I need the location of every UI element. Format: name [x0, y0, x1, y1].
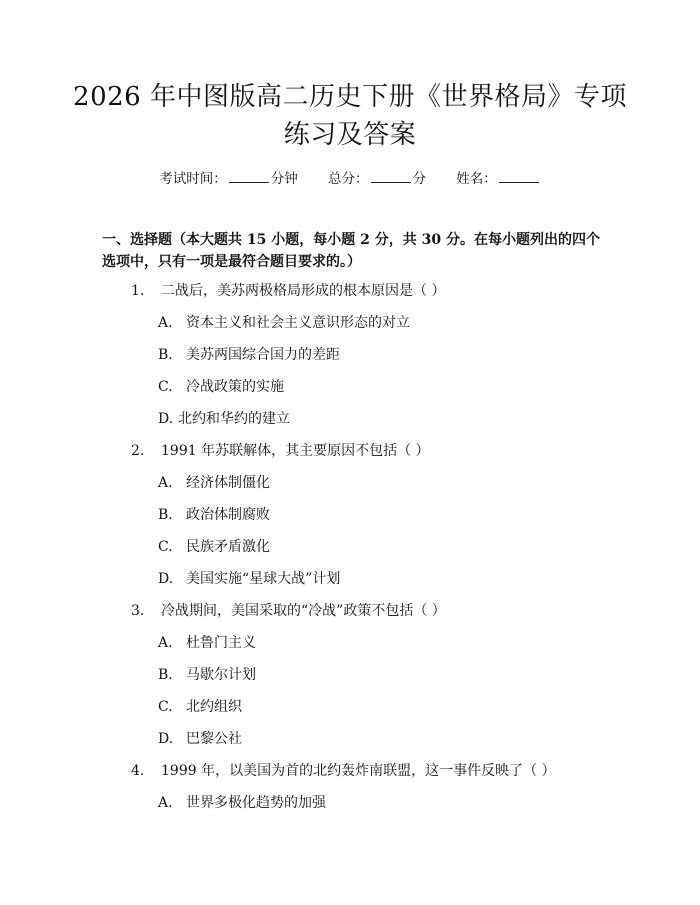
exam-info-line [0, 170, 700, 188]
option-text: 北约组织 [186, 699, 242, 715]
option-letter: B. [158, 667, 173, 683]
question-number: 1. [131, 283, 145, 299]
name-label: 姓名： [456, 171, 497, 187]
name-field [456, 170, 541, 188]
question-2-option-a [158, 473, 270, 493]
option-text: 北约和华约的建立 [178, 411, 290, 427]
option-letter: B. [158, 507, 173, 523]
question-stem: 冷战期间，美国采取的“冷战”政策不包括（ ） [161, 603, 446, 619]
question-1-option-b [158, 345, 340, 365]
option-letter: A. [158, 475, 173, 491]
name-blank [499, 170, 539, 183]
question-4-option-a [158, 793, 326, 813]
question-2 [131, 441, 430, 461]
question-3-option-c [158, 697, 242, 717]
option-letter: C. [158, 539, 173, 555]
question-1-option-d [158, 409, 290, 429]
option-text: 马歇尔计划 [186, 667, 256, 683]
question-number: 4. [131, 763, 145, 779]
question-stem: 二战后，美苏两极格局形成的根本原因是（ ） [161, 283, 446, 299]
question-stem: 1991 年苏联解体，其主要原因不包括（ ） [161, 443, 430, 459]
exam-time-label: 考试时间： [159, 171, 227, 187]
option-text: 政治体制腐败 [186, 507, 270, 523]
section-heading: 一、选择题（本大题共 15 小题，每小题 2 分，共 30 分。在每小题列出的四个选项中，只有一项是最符合题目要求的。） [102, 232, 600, 270]
option-letter: A. [158, 315, 173, 331]
question-3-option-d [158, 729, 242, 749]
exam-time-field [159, 170, 298, 188]
option-text: 冷战政策的实施 [186, 379, 284, 395]
option-text: 经济体制僵化 [186, 475, 270, 491]
option-letter: A. [158, 795, 173, 811]
option-text: 巴黎公社 [186, 731, 242, 747]
option-text: 美苏两国综合国力的差距 [186, 347, 340, 363]
option-letter: C. [158, 699, 173, 715]
question-1-option-a [158, 313, 410, 333]
exam-time-unit: 分钟 [270, 171, 298, 187]
option-letter: B. [158, 347, 173, 363]
total-score-unit: 分 [412, 171, 426, 187]
option-text: 美国实施“星球大战”计划 [186, 571, 341, 587]
exam-time-blank [229, 170, 269, 183]
question-stem: 1999 年，以美国为首的北约轰炸南联盟，这一事件反映了（ ） [161, 763, 556, 779]
page-title: 2026 年中图版高二历史下册《世界格局》专项练习及答案 [73, 82, 627, 150]
total-score-blank [371, 170, 411, 183]
question-number: 2. [131, 443, 145, 459]
option-letter: C. [158, 379, 173, 395]
question-1-option-c [158, 377, 284, 397]
option-letter: D. [158, 411, 174, 427]
total-score-label: 总分： [328, 171, 369, 187]
option-letter: D. [158, 731, 174, 747]
question-3-option-a [158, 633, 256, 653]
option-text: 资本主义和社会主义意识形态的对立 [186, 315, 410, 331]
question-2-option-d [158, 569, 340, 589]
total-score-field [328, 170, 426, 188]
option-text: 世界多极化趋势的加强 [186, 795, 326, 811]
question-2-option-c [158, 537, 270, 557]
question-4 [131, 761, 556, 781]
option-text: 杜鲁门主义 [186, 635, 256, 651]
question-3-option-b [158, 665, 256, 685]
option-letter: D. [158, 571, 174, 587]
question-3 [131, 601, 446, 621]
question-2-option-b [158, 505, 270, 525]
question-1 [131, 281, 445, 301]
option-text: 民族矛盾激化 [186, 539, 270, 555]
option-letter: A. [158, 635, 173, 651]
question-number: 3. [131, 603, 145, 619]
